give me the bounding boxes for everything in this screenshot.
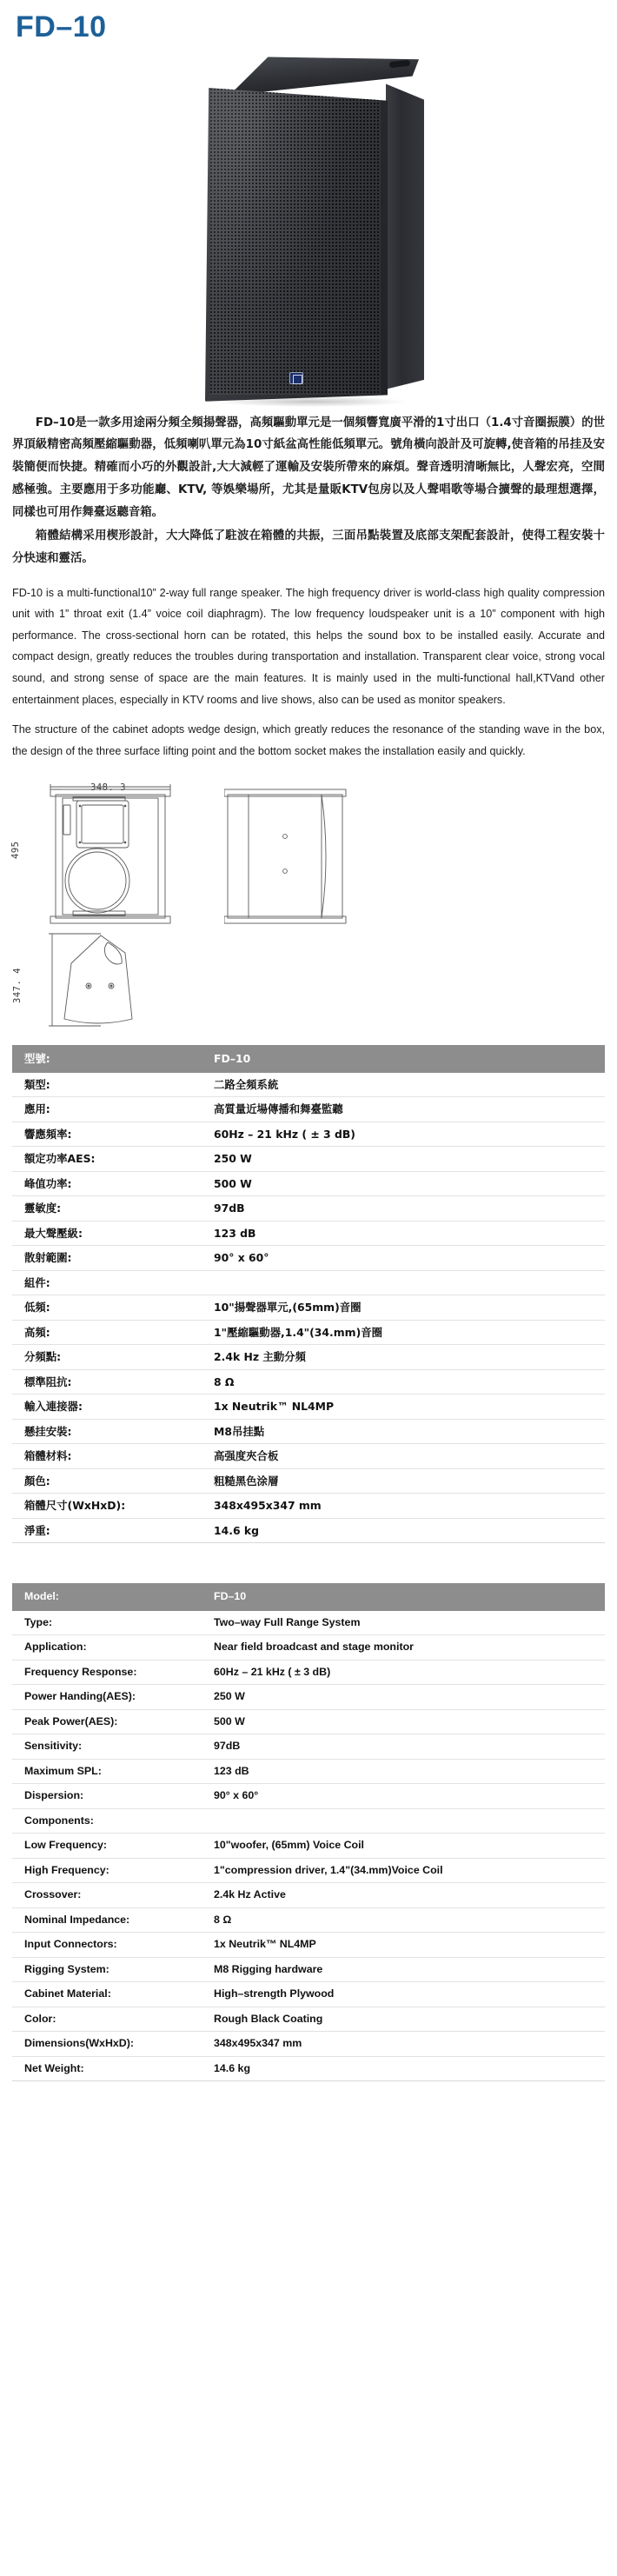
spec-key: 箱體尺寸(WxHxD): (12, 1494, 202, 1519)
spec-key: Color: (12, 2007, 202, 2032)
spec-value: 123 dB (202, 1759, 605, 1784)
table-row (12, 1246, 605, 1271)
spec-key: Model: (12, 1583, 202, 1611)
spec-value: 90° x 60° (202, 1784, 605, 1809)
product-image-area (0, 47, 617, 412)
spec-value: 500 W (202, 1709, 605, 1734)
drawing-side-view (224, 782, 363, 930)
table-row (12, 1982, 605, 2007)
table-row (12, 1320, 605, 1345)
description-english (0, 572, 617, 762)
table-row (12, 1419, 605, 1444)
technical-drawings (0, 775, 617, 1036)
spec-key: 最大聲壓級: (12, 1221, 202, 1246)
table-row (12, 1122, 605, 1147)
table-row (12, 1369, 605, 1395)
description-chinese (0, 412, 617, 570)
spec-key: Maximum SPL: (12, 1759, 202, 1784)
spec-value: 250 W (202, 1685, 605, 1710)
en-paragraph-2: The structure of the cabinet adopts wedge design, which greatly reduces the resonance of the standing wave in the box, the design of the three surface lifting point and the bottom socket makes the installation easily and quickly. (12, 723, 605, 757)
spec-key: 分頻點: (12, 1345, 202, 1370)
spec-value: FD–10 (202, 1583, 605, 1611)
spec-key: Input Connectors: (12, 1933, 202, 1958)
spec-value: 60Hz – 21 kHz ( ± 3 dB) (202, 1122, 605, 1147)
spec-key: Peak Power(AES): (12, 1709, 202, 1734)
table-row (12, 1858, 605, 1883)
table-row (12, 1147, 605, 1172)
spec-value: 2.4k Hz Active (202, 1883, 605, 1908)
table-row (12, 2032, 605, 2057)
spec-table-english-wrap (0, 1583, 617, 2081)
spec-key: Dimensions(WxHxD): (12, 2032, 202, 2057)
spec-key: 組件: (12, 1270, 202, 1295)
spec-value: 500 W (202, 1171, 605, 1196)
en-paragraph-1: FD-10 is a multi-functional10” 2-way full range speaker. The high frequency driver is world-class high quality compression unit with 1” throat exit (1.4” voice coil diaphragm). The low frequency loudspeaker unit is a 10” component with high performance. The cross-sectional horn can be rotated, this helps the sound box to be installed easily. Accurate and compact design, greatly reduces the troubles during transportation and installation. Transparent clear voice, strong vocal sound, and strong sense of space are the main features. It is mainly used in the multi-functional hall,KTVand other entertainment places, especially in KTV rooms and live shows, also can be used as monitor speakers. (12, 586, 605, 706)
spec-key: Dispersion: (12, 1784, 202, 1809)
spec-table-chinese-body (12, 1045, 605, 1543)
table-row (12, 1611, 605, 1635)
spec-key: 型號: (12, 1045, 202, 1073)
spec-value: 1"壓縮驅動器,1.4"(34.mm)音圈 (202, 1320, 605, 1345)
spec-value: 97dB (202, 1734, 605, 1760)
table-row (12, 1957, 605, 1982)
table-row (12, 1734, 605, 1760)
spec-value: 14.6 kg (202, 1518, 605, 1543)
spec-key: Application: (12, 1635, 202, 1661)
table-row (12, 1196, 605, 1221)
table-row (12, 1583, 605, 1611)
spec-value: 97dB (202, 1196, 605, 1221)
table-row (12, 1883, 605, 1908)
brand-logo-badge (289, 372, 303, 384)
table-row (12, 1494, 605, 1519)
spec-value: 1"compression driver, 1.4"(34.mm)Voice Coil (202, 1858, 605, 1883)
dimension-label-height: 495 (10, 841, 21, 860)
spec-value: 10"woofer, (65mm) Voice Coil (202, 1834, 605, 1859)
spec-value: M8吊挂點 (202, 1419, 605, 1444)
spec-key: Crossover: (12, 1883, 202, 1908)
spec-key: Rigging System: (12, 1957, 202, 1982)
dimension-label-depth: 347. 4 (12, 968, 23, 1004)
table-row (12, 1468, 605, 1494)
spec-value: 14.6 kg (202, 2056, 605, 2081)
table-row (12, 2056, 605, 2081)
spec-table-chinese-wrap (0, 1045, 617, 1543)
spec-value: 348x495x347 mm (202, 2032, 605, 2057)
cn-paragraph-1: FD–10是一款多用途兩分頻全頻揚聲器，高頻驅動單元是一個頻響寬廣平滑的1寸出口（1.4寸音圈振膜）的世界頂級精密高頻壓縮驅動器，低頻喇叭單元為10寸紙盆高性能低頻單元。號角橫向設計及可旋轉,使音箱的吊挂及安裝簡便而快捷。精確而小巧的外觀設計,大大減輕了運輸及安裝所帶來的麻煩。聲音透明清晰無比，人聲宏亮，空間感極強。主要應用于多功能廳、KTV, 等娛樂場所，尤其是量販KTV包房以及人聲唱歌等場合擴聲的最理想選擇，同樣也可用作舞臺返聽音箱。 (12, 416, 605, 519)
table-row (12, 1073, 605, 1097)
spec-value: 348x495x347 mm (202, 1494, 605, 1519)
page-bottom-padding (0, 2081, 617, 2107)
fd-10-loudspeaker-photo (198, 56, 424, 403)
spec-value: 2.4k Hz 主動分頻 (202, 1345, 605, 1370)
spec-value: 90° x 60° (202, 1246, 605, 1271)
table-row (12, 1933, 605, 1958)
table-row (12, 1295, 605, 1321)
spec-value: High–strength Plywood (202, 1982, 605, 2007)
spec-value: 8 Ω (202, 1907, 605, 1933)
spec-key: Sensitivity: (12, 1734, 202, 1760)
table-row (12, 1635, 605, 1661)
spec-table-chinese (12, 1045, 605, 1543)
table-row (12, 1045, 605, 1073)
spec-key: Components: (12, 1808, 202, 1834)
spec-value (202, 1270, 605, 1295)
spec-value: 二路全頻系統 (202, 1073, 605, 1097)
cabinet-handle-icon (389, 59, 411, 67)
table-row (12, 2007, 605, 2032)
table-row (12, 1660, 605, 1685)
spec-value: 高强度夾合板 (202, 1444, 605, 1469)
spec-value: Rough Black Coating (202, 2007, 605, 2032)
spec-value: 高質量近場傳播和舞臺監聽 (202, 1097, 605, 1122)
spec-key: Type: (12, 1611, 202, 1635)
spec-key: 箱體材料: (12, 1444, 202, 1469)
spec-key: 淨重: (12, 1518, 202, 1543)
spec-key: 輸入連接器: (12, 1395, 202, 1420)
spec-value: 1x Neutrik™ NL4MP (202, 1933, 605, 1958)
spec-value: 1x Neutrik™ NL4MP (202, 1395, 605, 1420)
table-row (12, 1345, 605, 1370)
spec-key: 顏色: (12, 1468, 202, 1494)
spec-key: Nominal Impedance: (12, 1907, 202, 1933)
drawing-front-view (49, 782, 179, 930)
table-row (12, 1759, 605, 1784)
spec-value: M8 Rigging hardware (202, 1957, 605, 1982)
table-row (12, 1221, 605, 1246)
table-row (12, 1270, 605, 1295)
table-row (12, 1834, 605, 1859)
spec-value: 粗糙黑色涂層 (202, 1468, 605, 1494)
spec-key: 響應頻率: (12, 1122, 202, 1147)
spec-value: 60Hz – 21 kHz ( ± 3 dB) (202, 1660, 605, 1685)
spec-key: 應用: (12, 1097, 202, 1122)
cabinet-side-panel (386, 75, 424, 389)
table-row (12, 1685, 605, 1710)
spec-key: Frequency Response: (12, 1660, 202, 1685)
spec-value: FD–10 (202, 1045, 605, 1073)
cn-paragraph-2: 箱體結構采用楔形設計，大大降低了駐波在箱體的共振，三面吊點裝置及底部支架配套設計，使得工程安裝十分快速和靈活。 (12, 529, 605, 566)
table-row (12, 1808, 605, 1834)
dimension-label-width: 348. 3 (90, 782, 126, 794)
table-row (12, 1784, 605, 1809)
spec-key: 標準阻抗: (12, 1369, 202, 1395)
spec-value (202, 1808, 605, 1834)
grille-mesh-texture (210, 89, 381, 395)
table-separator (0, 1543, 617, 1583)
spec-key: High Frequency: (12, 1858, 202, 1883)
table-row (12, 1097, 605, 1122)
table-row (12, 1395, 605, 1420)
spec-key: Power Handing(AES): (12, 1685, 202, 1710)
spec-key: 懸挂安裝: (12, 1419, 202, 1444)
spec-key: 額定功率AES: (12, 1147, 202, 1172)
table-row (12, 1444, 605, 1469)
table-row (12, 1518, 605, 1543)
spec-value: 10"揚聲器單元,(65mm)音圈 (202, 1295, 605, 1321)
spec-value: Near field broadcast and stage monitor (202, 1635, 605, 1661)
spec-key: Net Weight: (12, 2056, 202, 2081)
cabinet-front-grille (205, 82, 388, 402)
spec-key: 低頻: (12, 1295, 202, 1321)
spec-value: 250 W (202, 1147, 605, 1172)
spec-key: Low Frequency: (12, 1834, 202, 1859)
spec-key: 類型: (12, 1073, 202, 1097)
table-row (12, 1907, 605, 1933)
spec-key: Cabinet Material: (12, 1982, 202, 2007)
page-title: FD–10 (16, 10, 107, 43)
spec-key: 散射範圍: (12, 1246, 202, 1271)
spec-value: 8 Ω (202, 1369, 605, 1395)
spec-value: 123 dB (202, 1221, 605, 1246)
spec-table-english (12, 1583, 605, 2081)
spec-key: 高頻: (12, 1320, 202, 1345)
table-row (12, 1171, 605, 1196)
spec-table-english-body (12, 1583, 605, 2081)
spec-value: Two–way Full Range System (202, 1611, 605, 1635)
table-row (12, 1709, 605, 1734)
drawing-top-view (45, 929, 202, 1031)
spec-key: 靈敏度: (12, 1196, 202, 1221)
spec-key: 峰值功率: (12, 1171, 202, 1196)
